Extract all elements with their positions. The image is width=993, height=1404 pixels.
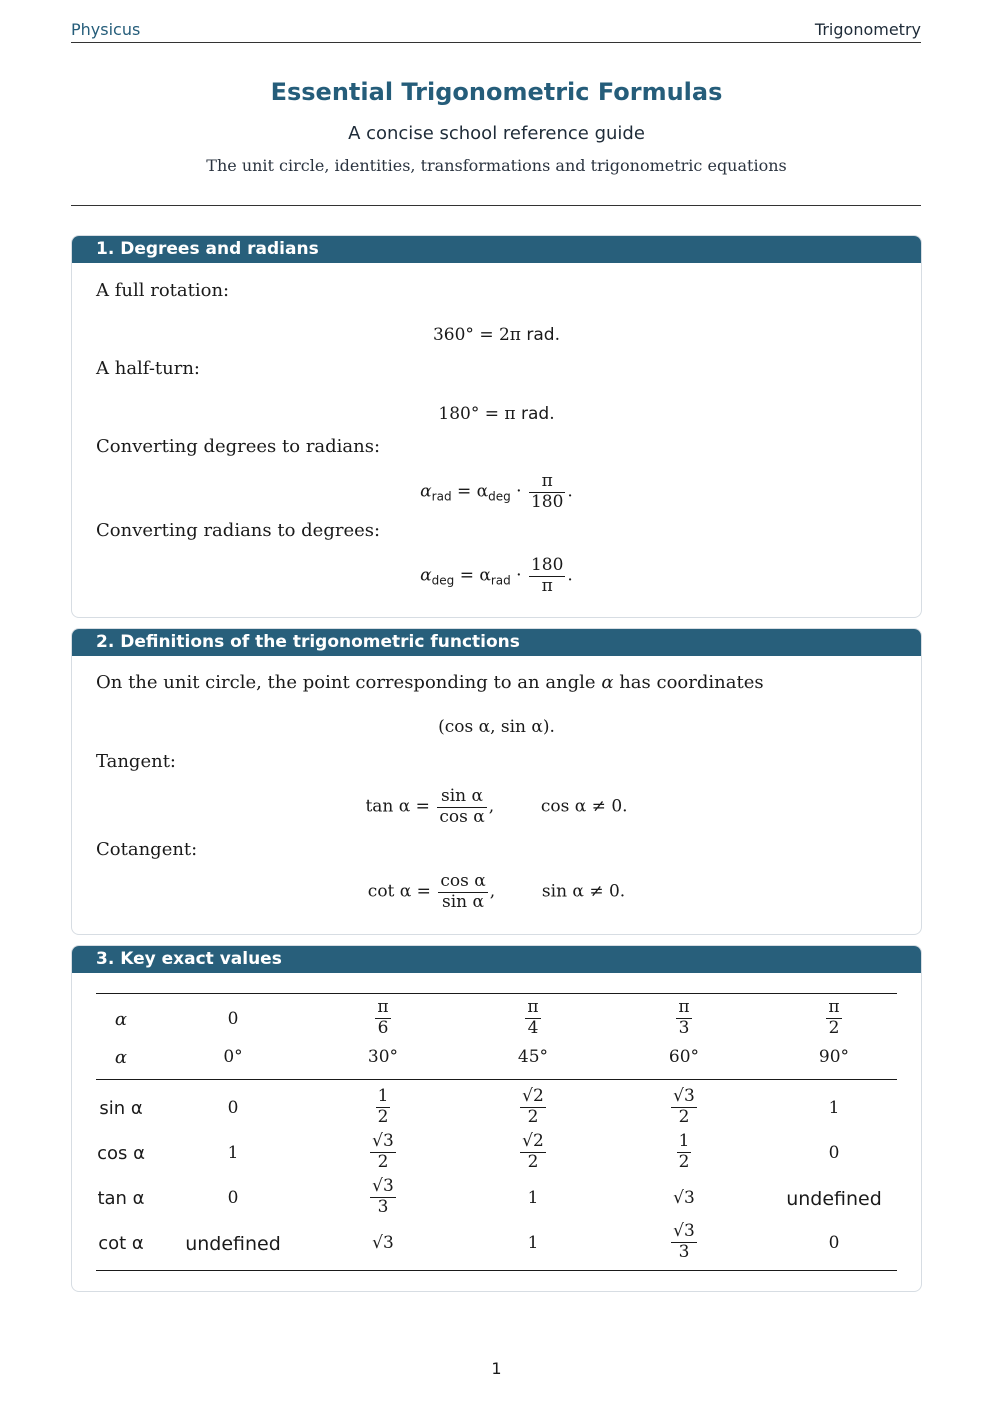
fraction: $\frac{√2}{2}$	[522, 1131, 544, 1172]
text-full-rotation: A full rotation:	[96, 280, 230, 301]
fraction: $\frac{\text{cos α}}{\text{sin α}}$	[440, 871, 486, 912]
table-cell: 0	[227, 1188, 239, 1208]
table-cell: 1	[828, 1098, 840, 1118]
table-bottom-rule	[96, 1270, 897, 1271]
eq-mid: = α	[456, 481, 489, 502]
eq-end: .	[567, 565, 573, 586]
table-cell	[624, 1132, 744, 1172]
eq-rhs: = π	[484, 404, 516, 424]
fraction: $\frac{\pi}{180}$	[530, 471, 564, 512]
eq-end: .	[554, 325, 560, 345]
table-cell: √3	[372, 1233, 394, 1253]
table-cell: 1	[527, 1188, 539, 1208]
table-row-header-rad: α	[114, 1009, 128, 1030]
table-cell	[323, 1087, 443, 1127]
table-cell: 1	[527, 1233, 539, 1253]
table-cell: 0	[828, 1143, 840, 1163]
table-cell: 0	[227, 1009, 239, 1029]
table-mid-rule	[96, 1079, 897, 1080]
table-cell	[624, 1222, 744, 1262]
table-cell: 0	[828, 1233, 840, 1253]
text-deg-to-rad: Converting degrees to radians:	[96, 436, 381, 457]
eq-sub: rad	[490, 573, 511, 588]
eq-dot: ·	[516, 565, 522, 586]
header-left: Physicus	[71, 20, 141, 39]
running-header	[71, 20, 921, 43]
table-cell: undefined	[786, 1188, 882, 1210]
eq-dot: ·	[516, 481, 522, 502]
fraction: $\frac{\pi}{2}$	[828, 997, 840, 1038]
alpha-var: α	[601, 672, 614, 693]
table-cell: 0°	[223, 1047, 243, 1067]
eq-sub: deg	[431, 573, 455, 588]
table-cell	[323, 1132, 443, 1172]
eq-var: α	[420, 481, 432, 502]
table-cell	[774, 998, 894, 1038]
fraction: $\frac{√3}{2}$	[673, 1086, 695, 1127]
table-cell	[323, 1177, 443, 1217]
page-subtitle: A concise school reference guide	[348, 123, 645, 144]
fraction: $\frac{√3}{3}$	[372, 1176, 394, 1217]
eq-lhs: 360°	[432, 325, 474, 345]
table-cell	[473, 1087, 593, 1127]
fraction: $\frac{\pi}{6}$	[377, 997, 389, 1038]
table-cell: 0	[227, 1098, 239, 1118]
table-top-rule	[96, 993, 897, 994]
eq-end: .	[567, 481, 573, 502]
table-cell: 45°	[517, 1047, 549, 1067]
page-title: Essential Trigonometric Formulas	[270, 78, 723, 106]
fraction: $\frac{1}{2}$	[377, 1086, 389, 1127]
equation-coordinates: (cos α, sin α).	[438, 717, 555, 737]
eq-unit: rad	[520, 404, 550, 424]
section-heading: 2. Definitions of the trigonometric functions	[72, 629, 921, 656]
fraction: $\frac{\pi}{4}$	[527, 997, 539, 1038]
section-exact-values	[71, 945, 922, 1292]
exact-values-table	[96, 993, 897, 1273]
eq-end: .	[549, 404, 555, 424]
fraction: $\frac{180}{\pi}$	[530, 555, 564, 596]
table-row-label: tan α	[97, 1188, 145, 1209]
page-number: 1	[491, 1359, 502, 1378]
table-cell	[624, 1087, 744, 1127]
fraction: $\frac{\pi}{3}$	[678, 997, 690, 1038]
fraction: $\frac{√2}{2}$	[522, 1086, 544, 1127]
table-row-label: cos α	[97, 1143, 145, 1164]
title-rule	[71, 205, 921, 206]
section-definitions	[71, 628, 922, 935]
section-degrees-radians	[71, 235, 922, 618]
eq-lhs: 180°	[438, 404, 480, 424]
text-half-turn: A half-turn:	[96, 358, 200, 379]
equation-half-turn	[72, 404, 921, 424]
text-unit-circle: On the unit circle, the point corresponding to an angle α has coordinates	[96, 672, 764, 693]
table-cell: 30°	[367, 1047, 399, 1067]
equation-rad-to-deg	[72, 556, 921, 596]
text-tangent: Tangent:	[96, 751, 176, 772]
table-cell: 60°	[668, 1047, 700, 1067]
eq-var: α	[420, 565, 432, 586]
fraction: $\frac{√3}{2}$	[372, 1131, 394, 1172]
header-right: Trigonometry	[814, 20, 921, 39]
table-cell	[473, 1132, 593, 1172]
eq-mid: = α	[459, 565, 491, 586]
page-tagline: The unit circle, identities, transformations and trigonometric equations	[206, 156, 787, 175]
equation-cotangent: cot α = $\frac{\text{cos α}}{\text{sin α}}$ , sin α ≠ 0.	[367, 871, 626, 912]
table-cell: 1	[227, 1143, 239, 1163]
table-cell: √3	[673, 1188, 695, 1208]
text-cotangent: Cotangent:	[96, 839, 198, 860]
table-row-header-deg: α	[114, 1047, 128, 1068]
table-cell	[473, 998, 593, 1038]
eq-unit: rad	[526, 325, 555, 345]
fraction: $\frac{√3}{3}$	[673, 1221, 695, 1262]
section-heading: 3. Key exact values	[72, 946, 921, 973]
eq-sub: rad	[431, 489, 452, 504]
table-row-label: cot α	[98, 1233, 144, 1254]
equation-deg-to-rad	[72, 472, 921, 512]
table-cell	[323, 998, 443, 1038]
text-rad-to-deg: Converting radians to degrees:	[96, 520, 381, 541]
equation-tangent: tan α = $\frac{\text{sin α}}{\text{cos α}}$ , cos α ≠ 0.	[365, 786, 628, 827]
section-heading: 1. Degrees and radians	[72, 236, 921, 263]
eq-rhs: = 2π	[479, 325, 521, 345]
fraction: $\frac{\text{sin α}}{\text{cos α}}$	[439, 786, 485, 827]
fraction: $\frac{1}{2}$	[678, 1131, 690, 1172]
equation-full-rotation	[72, 325, 921, 345]
eq-sub: deg	[488, 489, 511, 504]
table-cell: undefined	[185, 1233, 281, 1255]
table-row-label: sin α	[99, 1098, 143, 1119]
table-cell	[624, 998, 744, 1038]
table-cell: 90°	[818, 1047, 850, 1067]
